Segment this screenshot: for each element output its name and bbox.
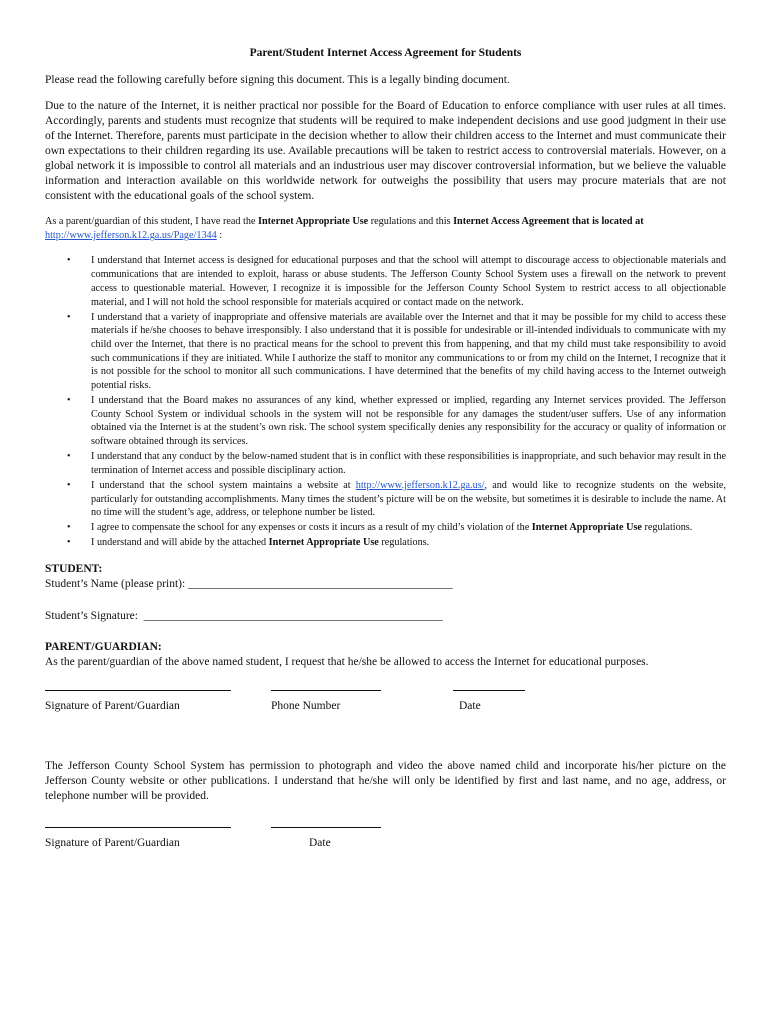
- ack-bold-appropriate-use: Internet Appropriate Use: [258, 216, 369, 227]
- student-signature-field[interactable]: Student’s Signature: ____________________________________________________: [45, 609, 443, 622]
- parent-request-text: As the parent/guardian of the above named student, I request that he/she be allowed to access the Internet for educational purposes.: [45, 655, 649, 668]
- phone-number-line[interactable]: [271, 690, 381, 691]
- internet-nature-paragraph: Due to the nature of the Internet, it is neither practical nor possible for the Board of Education to enforce compliance with user rules at all times. Accordingly, parents and students must recognize that students will be required to make independent decisions and use good judgment in their use of the Internet. Therefore, parents must participate in the decision whether to allow their children access to the Internet and must communicate their own expectations to their children regarding its use. Available precautions will be taken to restrict access to controversial materials. However, on a global network it is impossible to control all materials and an industrious user may discover controversial information, but we believe the valuable information and interaction available on this worldwide network for outweighs the possibility that users may procure materials that are not consistent with the educational goals of the school system.: [45, 100, 726, 202]
- parent-acknowledgement-paragraph: [45, 215, 726, 243]
- bullet-text-post: regulations.: [378, 537, 430, 549]
- photo-date-label: Date: [309, 836, 331, 849]
- parent-signature-block: [45, 690, 726, 730]
- list-item: [45, 394, 726, 449]
- bullet-icon: •: [67, 479, 71, 491]
- parent-signature-line[interactable]: [45, 690, 231, 691]
- bullet-bold: Internet Appropriate Use: [531, 522, 642, 534]
- bullet-icon: •: [67, 537, 71, 549]
- bullet-icon: •: [67, 311, 71, 323]
- bullet-icon: •: [67, 451, 71, 463]
- bullet-text-post: , and would like to recognize students on the website, particularly for outstanding accomplishments. Many times the student’s picture will be on the website, but sometimes it is desirable to include the name. At no time will the student’s age, address, or telephone number be listed.: [91, 479, 726, 519]
- bullet-icon: •: [67, 255, 71, 267]
- bullet-text-pre: I understand and will abide by the attached: [91, 537, 269, 549]
- list-item: [45, 479, 726, 520]
- agreement-bullet-list: [45, 254, 726, 550]
- student-section-heading: STUDENT:: [45, 562, 103, 575]
- photo-permission-paragraph: The Jefferson County School System has permission to photograph and video the above named child and incorporate his/her picture on the Jefferson County website or other publications. I understand that he/she will only be identified by first and last name, and no age, address, or telephone number will be provided.: [45, 759, 726, 802]
- list-item: [45, 254, 726, 309]
- bullet-text-pre: I understand that the school system maintains a website at: [91, 479, 356, 491]
- ack-text-mid: regulations and this: [368, 216, 454, 227]
- ack-text-post: :: [216, 230, 223, 242]
- photo-parent-signature-line[interactable]: [45, 827, 231, 828]
- student-name-field[interactable]: Student’s Name (please print): ______________________________________________: [45, 577, 453, 590]
- list-item: [45, 311, 726, 393]
- photo-parent-signature-label: Signature of Parent/Guardian: [45, 836, 180, 849]
- ack-bold-access-agreement: Internet Access Agreement that is located at: [453, 216, 644, 227]
- parent-section-heading: PARENT/GUARDIAN:: [45, 640, 162, 653]
- school-website-link[interactable]: http://www.jefferson.k12.ga.us/: [355, 479, 485, 491]
- document-title: Parent/Student Internet Access Agreement for Students: [249, 47, 522, 59]
- bullet-text: I understand that the Board makes no assurances of any kind, whether expressed or implied, regarding any Internet services provided. The Jefferson County School System or individual schools in the system will not be responsible for any damages the student/user suffers. Use of any information obtained via the Internet is at the student’s own risk. The school system specifically denies any responsibility for the accuracy or quality of information or software obtained through its services.: [91, 395, 726, 448]
- bullet-text-pre: I agree to compensate the school for any expenses or costs it incurs as a result of my child’s violation of the: [91, 522, 532, 534]
- list-item: [45, 521, 726, 535]
- phone-number-label: Phone Number: [271, 699, 341, 712]
- date-line[interactable]: [453, 690, 525, 691]
- list-item: [45, 450, 726, 477]
- bullet-text: I understand that any conduct by the below-named student that is in conflict with these responsibilities is inappropriate, and such behavior may result in the termination of Internet access and possible disciplinary action.: [91, 451, 726, 476]
- parent-signature-label: Signature of Parent/Guardian: [45, 699, 180, 712]
- bullet-text: I understand that Internet access is designed for educational purposes and that the school will attempt to discourage access to objectionable materials and communications that are intended to exploit, harass or abuse students. The Jefferson County School System uses a firewall on the network to prevent access to questionable material. However, I recognize it is impossible for the Jefferson County School System to restrict access to all objectionable material, and I will not hold the school responsible for materials acquired or contact made on the network.: [91, 255, 726, 308]
- bullet-text: I understand that a variety of inappropriate and offensive materials are available over the Internet and that it may be possible for my child to access these materials if he/she chooses to behave irresponsibly. I also understand that it is possible for undesirable or ill-intended individuals to communicate with my child over the Internet, that there is no practical means for the school to prevent this from happening, and that my child must take responsibility to avoid such communications if they are initiated. While I authorize the staff to monitor any communications to or from my child on the Internet, I recognize that it is not possible for the school to monitor all such communications. I have determined that the benefits of my child having access to the Internet outweigh potential risks.: [91, 311, 726, 392]
- bullet-icon: •: [67, 395, 71, 407]
- date-label: Date: [459, 699, 481, 712]
- bullet-bold: Internet Appropriate Use: [268, 537, 379, 549]
- photo-date-line[interactable]: [271, 827, 381, 828]
- agreement-page-link[interactable]: http://www.jefferson.k12.ga.us/Page/1344: [45, 230, 217, 242]
- bullet-text-post: regulations.: [641, 522, 693, 534]
- bullet-icon: •: [67, 522, 71, 534]
- ack-text-pre: As a parent/guardian of this student, I have read the: [45, 216, 259, 227]
- list-item: [45, 536, 726, 550]
- intro-paragraph: Please read the following carefully before signing this document. This is a legally binding document.: [45, 74, 510, 86]
- photo-signature-block: [45, 827, 726, 867]
